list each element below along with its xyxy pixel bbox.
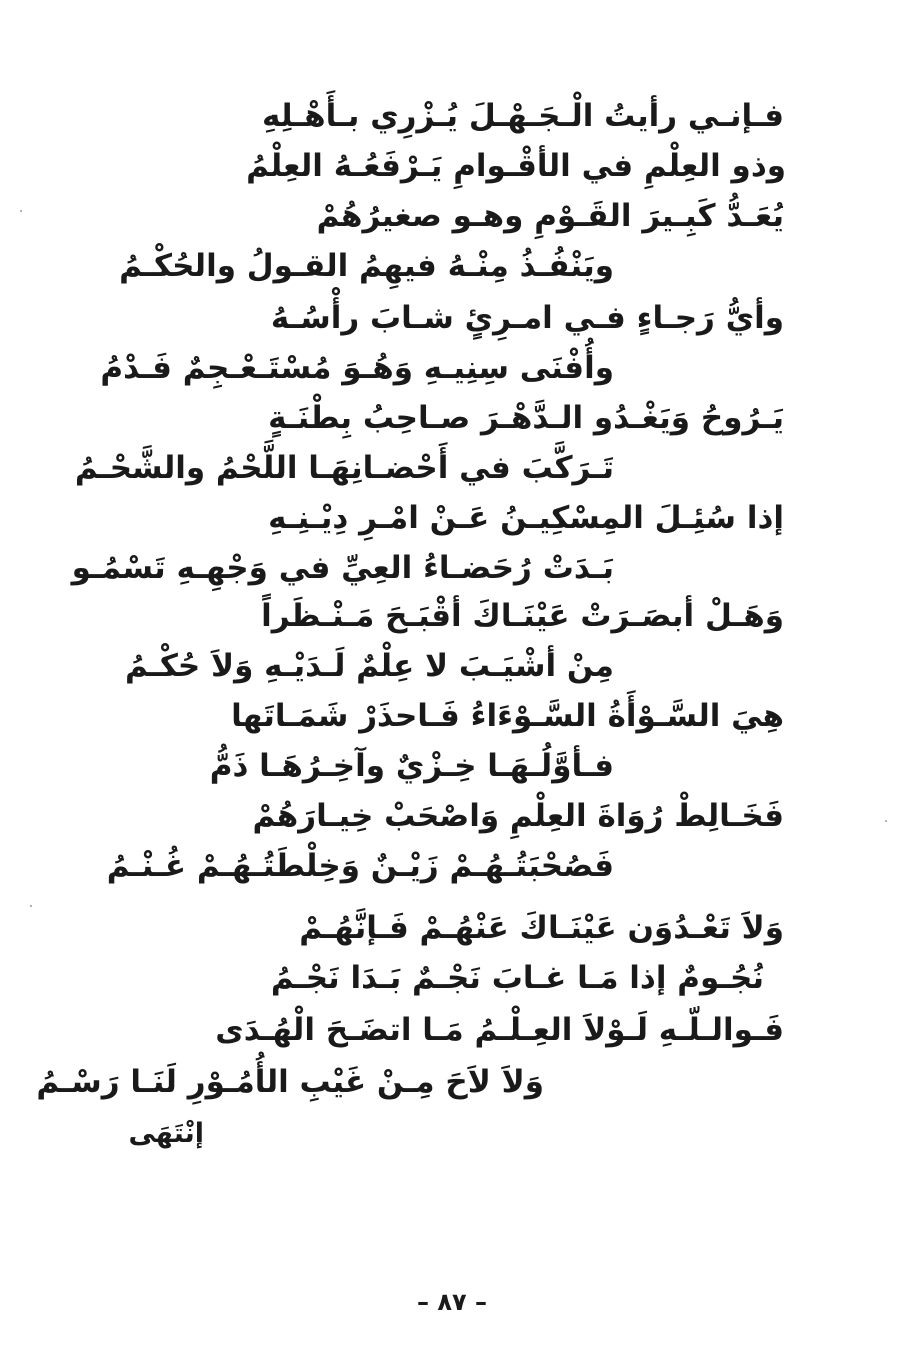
verse-line: فـإنـي رأيتُ الْـجَـهْـلَ يُـزْرِي بـأَهْـلِهِ	[262, 98, 784, 134]
paper-speck	[30, 905, 32, 907]
page-number: – ٨٧ –	[416, 1288, 487, 1316]
verse-line: بَـدَتْ رُحَضـاءُ العِيِّ في وَجْهِـهِ تَسْمُـو	[71, 550, 614, 586]
verse-line: نُجُـومٌ إذا مَـا غـابَ نَجْـمٌ بَـدَا نَجْـمُ	[270, 960, 764, 996]
verse-line: فَصُحْبَتُـهُـمْ زَيْـنٌ وَخِلْطَتُـهُـمْ غُـنْـمُ	[106, 848, 614, 884]
verse-line: ويَنْفُـذُ مِنْـهُ فيهِمُ القـولُ والحُكْـمُ	[119, 248, 614, 284]
verse-line: وأُفْنَى سِنِيـهِ وَهُـوَ مُسْتَـعْـجِمٌ فَـدْمُ	[100, 350, 614, 386]
verse-line: وأيُّ رَجـاءٍ فـي امـرِئٍ شـابَ رأْسُـهُ	[270, 300, 784, 336]
verse-line: فَخَـالِطْ رُوَاةَ العِلْمِ وَاصْحَبْ خِيـارَهُمْ	[252, 798, 784, 834]
paper-speck	[20, 210, 22, 212]
verse-line: وَلاَ تَعْـدُوَن عَيْنَـاكَ عَنْهُـمْ فَـإنَّهُـمْ	[299, 910, 784, 946]
verse-line: مِنْ أشْيَـبَ لا عِلْمٌ لَـدَيْـهِ وَلاَ حُكْـمُ	[124, 648, 614, 684]
verse-line: فـأوَّلُـهَـا خِـزْيٌ وآخِـرُهَـا ذَمُّ	[209, 748, 614, 784]
verse-line: تَـرَكَّبَ في أَحْضـانِهَـا اللَّحْمُ والشَّحْـمُ	[74, 450, 614, 486]
verse-line: إذا سُئِـلَ المِسْكِيـنُ عَـنْ امْـرِ دِيْـنِـهِ	[268, 500, 784, 536]
verse-line: هِيَ السَّـوْأَةُ السَّـوْءَاءُ فَـاحذَرْ شَمَـاتَها	[231, 698, 784, 734]
paper-speck	[885, 820, 887, 822]
verse-line: يُعَـدُّ كَبِـيرَ القَـوْمِ وهـو صغيرُهُمْ	[316, 198, 784, 234]
verse-line: فَـوالـلّـهِ لَـوْلاَ العِـلْـمُ مَـا اتضَـحَ الْهُـدَى	[215, 1012, 784, 1048]
ending-word: إنْتَهَى	[128, 1118, 204, 1149]
verse-line: وذو العِلْمِ في الأقْـوامِ يَـرْفَعُـهُ العِلْمُ	[246, 148, 786, 184]
verse-line: وَلاَ لاَحَ مِـنْ غَيْبِ الأُمُـوْرِ لَنَـا رَسْـمُ	[36, 1064, 544, 1100]
verse-line: يَـرُوحُ وَيَغْـدُو الـدَّهْـرَ صـاحِبُ بِطْنَـةٍ	[268, 400, 784, 436]
verse-line: وَهَـلْ أبصَـرَتْ عَيْنَـاكَ أقْبَـحَ مَـنْـظَراً	[261, 598, 784, 634]
